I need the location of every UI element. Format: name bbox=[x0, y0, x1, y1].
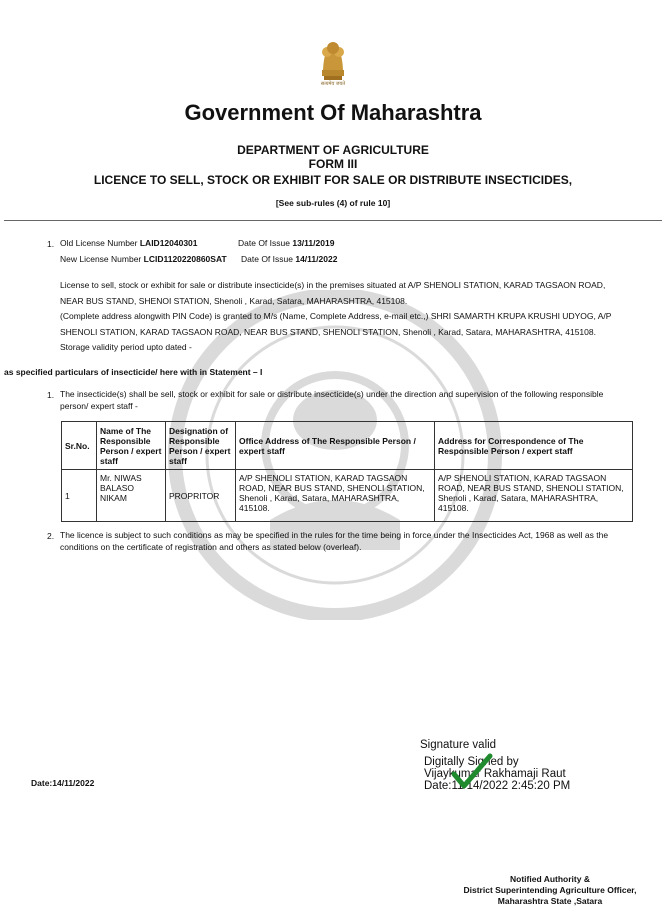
statement-heading: as specified particulars of insecticide/ here with in Statement – I bbox=[4, 367, 263, 377]
condition-line: The insecticide(s) shall be sell, stock or exhibit for sale or distribute insecticide(s) under the direction and supervision of the following responsible bbox=[60, 389, 604, 399]
condition-line: The licence is subject to such conditions as may be specified in the rules for the time being in force under the Insecticides Act, 1968 as well as the bbox=[60, 530, 609, 540]
new-date-label: Date Of Issue bbox=[241, 254, 293, 264]
form-heading: FORM III bbox=[308, 157, 358, 171]
col-header: Sr.No. bbox=[62, 422, 97, 470]
item-number: 1. bbox=[47, 239, 55, 249]
department-heading: DEPARTMENT OF AGRICULTURE bbox=[237, 143, 429, 157]
divider bbox=[4, 220, 662, 221]
signature-check-icon bbox=[450, 752, 494, 794]
page-title: Government Of Maharashtra bbox=[184, 100, 482, 125]
col-header: Name of The Responsible Person / expert staff bbox=[97, 422, 166, 470]
new-date-value: 14/11/2022 bbox=[295, 254, 338, 264]
old-date-label: Date Of Issue bbox=[238, 238, 290, 248]
new-license-row bbox=[60, 253, 227, 265]
table-row bbox=[62, 470, 633, 522]
table-cell: A/P SHENOLI STATION, KARAD TAGSAON ROAD, NEAR BUS STAND, SHENOLI STATION, Shenoli , Karad, Satara, MAHARASHTRA, 415108. bbox=[236, 470, 435, 522]
table-cell: A/P SHENOLI STATION, KARAD TAGSAON ROAD, NEAR BUS STAND, SHENOLI STATION, Shenoli , Karad, Satara, MAHARASHTRA, 415108. bbox=[435, 470, 633, 522]
table-cell: 1 bbox=[62, 470, 97, 522]
new-license-number: LCID1120220860SAT bbox=[143, 254, 227, 264]
body-line: SHENOLI STATION, KARAD TAGSAON ROAD, NEAR BUS STAND, SHENOLI STATION, Shenoli , Karad, Satara, MAHARASHTRA, 415108. bbox=[60, 326, 596, 337]
signature-valid-label: Signature valid bbox=[420, 739, 497, 751]
authority-block bbox=[430, 874, 666, 907]
table-cell: PROPRITOR bbox=[166, 470, 236, 522]
table-cell: Mr. NIWAS BALASO NIKAM bbox=[97, 470, 166, 522]
condition-1 bbox=[60, 388, 640, 412]
body-line: Storage validity period upto dated - bbox=[60, 342, 192, 352]
old-date-value: 13/11/2019 bbox=[292, 238, 335, 248]
signer-name: Vijaykumar Rakhamaji Raut bbox=[424, 768, 566, 780]
responsible-person-table bbox=[61, 421, 633, 522]
new-date-row bbox=[241, 253, 337, 265]
emblem-caption: सत्यमेव जयते bbox=[320, 81, 346, 87]
body-line: License to sell, stock or exhibit for sale or distribute insecticide(s) in the premises situated at A/P SHENOLI STATION, KARAD TAGSAON ROAD, bbox=[60, 280, 606, 290]
old-license-label: Old License Number bbox=[60, 238, 138, 248]
sub-rules-text: [See sub-rules (4) of rule 10] bbox=[275, 198, 391, 208]
condition-number: 2. bbox=[47, 531, 55, 541]
table-header-row bbox=[62, 422, 633, 470]
condition-line: conditions on the certificate of registration and others as stated below (overleaf). bbox=[60, 542, 362, 552]
body-line: NEAR BUS STAND, SHENOI STATION, Shenoli , Karad, Satara, MAHARASHTRA, 415108. bbox=[60, 295, 408, 306]
old-date-row bbox=[238, 237, 334, 249]
col-header: Designation of Responsible Person / expert staff bbox=[166, 422, 236, 470]
col-header: Address for Correspondence of The Responsible Person / expert staff bbox=[435, 422, 633, 470]
condition-2 bbox=[60, 529, 640, 553]
issue-date: Date:14/11/2022 bbox=[31, 778, 95, 788]
condition-line: person/ expert staff - bbox=[60, 401, 138, 411]
licence-body bbox=[60, 278, 640, 356]
authority-line: Notified Authority & bbox=[510, 874, 590, 884]
licence-heading: LICENCE TO SELL, STOCK OR EXHIBIT FOR SALE OR DISTRIBUTE INSECTICIDES, bbox=[93, 173, 573, 187]
authority-line: District Superintending Agriculture Officer, bbox=[463, 885, 637, 895]
new-license-label: New License Number bbox=[60, 254, 142, 264]
old-license-number: LAID12040301 bbox=[139, 238, 198, 248]
old-license-row bbox=[60, 237, 198, 249]
condition-number: 1. bbox=[47, 390, 55, 400]
signature-date: Date:11/14/2022 2:45:20 PM bbox=[424, 780, 571, 792]
digital-signature-block bbox=[424, 756, 570, 792]
col-header: Office Address of The Responsible Person / expert staff bbox=[236, 422, 435, 470]
body-line: (Complete address alongwith PIN Code) is granted to M/s (Name, Complete Address, e-mail etc.,) SHRI SAMARTH KRUPA KRUSHI UDYOG, A/P bbox=[60, 311, 612, 321]
signature-line: Digitally Signed by bbox=[424, 756, 519, 768]
authority-line: Maharashtra State ,Satara bbox=[497, 896, 603, 906]
